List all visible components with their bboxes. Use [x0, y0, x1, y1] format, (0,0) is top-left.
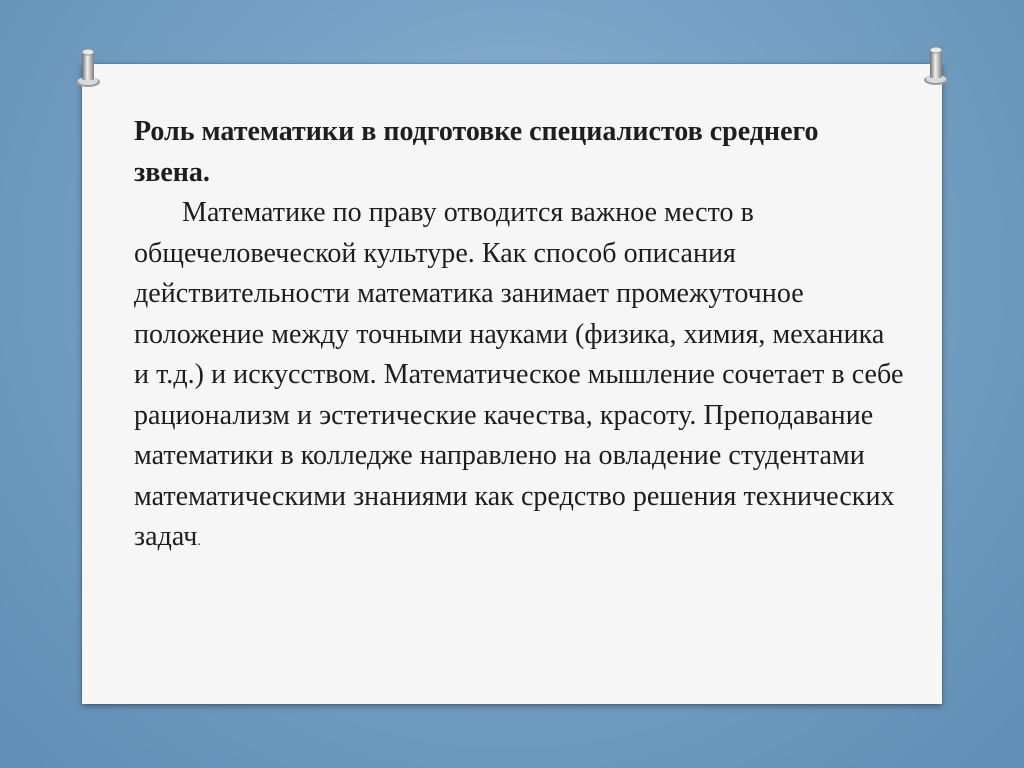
slide-heading: Роль математики в подготовке специалистов среднего звена. — [134, 116, 819, 188]
slide-body-main: Математике по праву отводится важное место в общечеловеческой культуре. Как способ описания действительности математика занимает промежуточное положение между точными науками (физика, химия, механика и т.д.) и искусством. Математическое мышление сочетает в себе рационализм и эстетические качества, красоту. Преподавание математики в колледже направлено на овладение студентами математическими знаниями как средство решения технических задач — [134, 197, 904, 552]
pushpin-icon — [922, 42, 950, 86]
slide-body-text — [134, 193, 904, 563]
slide-text-block — [134, 112, 904, 563]
slide-body-end: . — [197, 534, 201, 549]
pushpin-icon — [74, 44, 102, 88]
